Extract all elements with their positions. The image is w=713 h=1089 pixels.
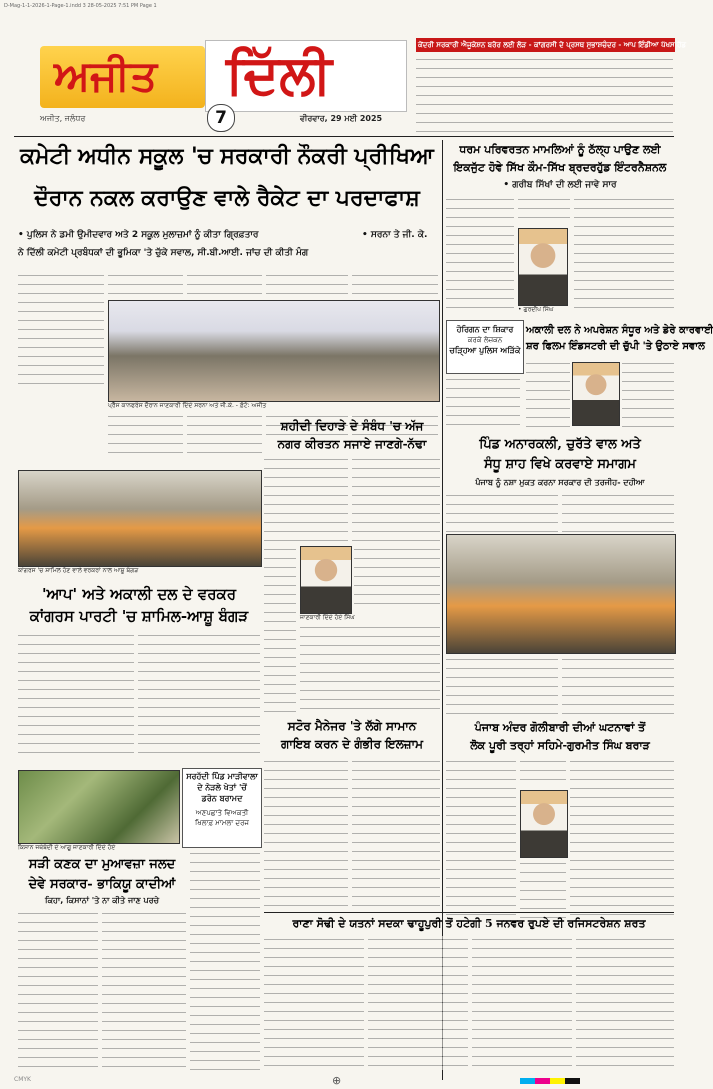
- dharam-caption: • ਗੁਰਦੀਪ ਸਿੰਘ: [518, 306, 554, 313]
- lead-headline-line1: ਕਮੇਟੀ ਅਧੀਨ ਸਕੂਲ 'ਚ ਸਰਕਾਰੀ ਨੌਕਰੀ ਪ੍ਰੀਖਿਆ: [20, 143, 434, 169]
- pind-story-col2: [562, 492, 674, 532]
- shaheedi-headline-line1: ਸ਼ਹੀਦੀ ਦਿਹਾੜੇ ਦੇ ਸੰਬੰਧ 'ਚ ਅੱਜ: [280, 419, 424, 433]
- rana-story-col4: [576, 936, 674, 1070]
- logo-right-box: [205, 40, 407, 112]
- logo-left-box: [40, 46, 205, 108]
- rana-story-col2: [368, 936, 468, 1070]
- firing-story-col2: [520, 758, 566, 788]
- kanak-subhead: ਕਿਹਾ, ਕਿਸਾਨਾਂ 'ਤੇ ਨਾ ਕੀਤੇ ਜਾਣ ਪਰਚੇ: [45, 896, 159, 905]
- haryana-title: ਹੋਰਿਗਨ ਦਾ ਸ਼ਿਕਾਰ: [456, 325, 514, 334]
- dharam-portrait: [518, 228, 568, 306]
- akali-headline-line1: ਅਕਾਲੀ ਦਲ ਨੇ ਅਪਰੇਸ਼ਨ ਸੰਧੂਰ ਅਤੇ ਡੇਰੇ ਕਾਰਵਾਈ: [526, 325, 713, 336]
- sarhadi-line5: ਖਿਲਾਫ਼ ਮਾਮਲਾ ਦਰਜ: [195, 819, 249, 827]
- lead-story-col2: [108, 272, 183, 302]
- lead-subhead-1: • ਪੁਲਿਸ ਨੇ ਡਮੀ ਉਮੀਦਵਾਰ ਅਤੇ 2 ਸਕੂਲ ਮੁਲਾਜ਼ਮਾਂ ਨੂੰ ਕੀਤਾ ਗ੍ਰਿਫ਼ਤਾਰ: [18, 230, 259, 240]
- lead-story-col2b: [108, 413, 183, 461]
- top-right-headline: ਕੇਂਦਰੀ ਸਰਕਾਰੀ ਐਜੂਕੇਸ਼ਨ ਬਰੋਰ ਲਈ ਲੋੜ - ਕਾਂਗਰਸੀ ਦੇ ਪ੍ਰਸਥ ਸੁਭਾਸ਼ਚੰਦਰ - ਆਪ ਇੰਡੀਆ ਪੱਖਸ ਹੱਡ: [416, 38, 675, 52]
- haryana-story-col: [446, 376, 520, 432]
- lead-subhead-1b: ਨੇ ਦਿੱਲੀ ਕਮੇਟੀ ਪ੍ਰਬੰਧਕਾਂ ਦੀ ਭੂਮਿਕਾ 'ਤੇ ਚੁੱਕੇ ਸਵਾਲ, ਸੀ.ਬੀ.ਆਈ. ਜਾਂਚ ਦੀ ਕੀਤੀ ਮੰਗ: [18, 248, 309, 258]
- pind-headline-line2: ਸੰਧੂ ਸ਼ਾਹ ਵਿਖੇ ਕਰਵਾਏ ਸਮਾਗਮ: [484, 457, 636, 472]
- store-headline-line1: ਸਟੋਰ ਮੈਨੇਜਰ 'ਤੇ ਲੱਗੇ ਸਾਮਾਨ: [287, 719, 417, 733]
- dharam-headline-line1: ਧਰਮ ਪਰਿਵਰਤਨ ਮਾਮਲਿਆਂ ਨੂੰ ਠੱਲ੍ਹ ਪਾਉਣ ਲਈ: [459, 143, 661, 156]
- lead-story-col3b: [187, 413, 262, 461]
- sarhadi-line1: ਸਰਹੱਦੀ ਪਿੰਡ ਮਾੜੀਵਾਲਾ: [186, 772, 258, 781]
- page-number: 7: [207, 104, 235, 132]
- registration-mark: ⊕: [332, 1074, 342, 1087]
- haryana-sub: ਕਰਕੇ ਲੇਜ਼ਕਨ: [467, 336, 503, 344]
- aap-story-col1: [18, 632, 134, 760]
- pind-story-col1: [446, 492, 558, 532]
- lead-story-col4: [266, 272, 348, 302]
- store-story-col2: [352, 758, 440, 908]
- sarhadi-story-col: [190, 850, 260, 1070]
- haryana-box: [446, 320, 524, 374]
- color-bar: [520, 1078, 580, 1084]
- kanak-story-col1: [18, 910, 98, 1070]
- lead-story-col1: [18, 272, 104, 392]
- shaheedi-story-col2: [352, 456, 440, 542]
- shaheedi-story-col1: [264, 456, 348, 542]
- lead-headline-line2: ਦੌਰਾਨ ਨਕਲ ਕਰਾਉਣ ਵਾਲੇ ਰੈਕੇਟ ਦਾ ਪਰਦਾਫਾਸ਼: [34, 185, 420, 211]
- print-slug: D-Mag-1-1-2026-1-Page-1.indd 3 28-05-2025 7:51 PM Page 1: [4, 3, 157, 9]
- rana-headline: ਰਾਣਾ ਸੋਢੀ ਦੇ ਯਤਨਾਂ ਸਦਕਾ ਢਾਹੂਪੁਰੀ ਤੋਂ ਹਟੇਗੀ 5 ਜਨਵਰ ਰੁਪਏ ਦੀ ਰਜਿਸਟਰੇਸ਼ਨ ਸ਼ਰਤ: [292, 917, 646, 930]
- haryana-tag: ਚੜ੍ਹਿਆ ਪੁਲਿਸ ਅੜਿੱਕੇ: [449, 346, 521, 355]
- akali-portrait: [572, 362, 620, 426]
- kanak-headline-line2: ਦੇਵੇ ਸਰਕਾਰ- ਭਾਕਿਯੂ ਕਾਦੀਆਂ: [28, 877, 176, 892]
- aap-photo-caption: ਕਾਂਗਰਸ 'ਚ ਸ਼ਾਮਿਲ ਹੋਣ ਵਾਲੇ ਵਰਕਰਾਂ ਨਾਲ ਆਸ਼ੂ ਬੰਗੜ: [18, 567, 139, 574]
- shaheedi-story-col4: [300, 624, 440, 716]
- pind-headline-line1: ਪਿੰਡ ਅਨਾਰਕਲੀ, ਚੁਰੱਤੇ ਵਾਲ ਅਤੇ: [479, 437, 641, 452]
- firing-story-col4: [570, 758, 674, 918]
- pind-photo: [446, 534, 676, 654]
- dharam-story-col3: [574, 196, 674, 316]
- akali-story-col1: [526, 360, 570, 432]
- logo-left: ਅਜੀਤ: [54, 51, 158, 100]
- sarhadi-line4: ਅਣਪਛਾਤੇ ਵਿਅਕਤੀ: [195, 809, 249, 817]
- rana-story-col3: [472, 936, 572, 1070]
- aap-story-col2: [138, 632, 260, 760]
- dharam-subhead: • ਗਰੀਬ ਸਿੱਖਾਂ ਦੀ ਲਈ ਜਾਵੇ ਸਾਰ: [503, 180, 617, 190]
- aap-photo: [18, 470, 262, 567]
- akali-headline-line2: ਸ਼ਰ ਫਿਲਮ ਇੰਡਸਟਰੀ ਦੀ ਚੁੱਪੀ 'ਤੇ ਉਠਾਏ ਸਵਾਲ: [526, 341, 705, 352]
- shaheedi-story-col3: [354, 546, 440, 612]
- aap-headline-line2: ਕਾਂਗਰਸ ਪਾਰਟੀ 'ਚ ਸ਼ਾਮਿਲ-ਆਸ਼ੂ ਬੰਗੜ: [29, 607, 249, 625]
- aap-headline-line1: 'ਆਪ' ਅਤੇ ਅਕਾਲੀ ਦਲ ਦੇ ਵਰਕਰ: [41, 585, 237, 603]
- divider-rana: [264, 912, 674, 913]
- shaheedi-portrait: [300, 546, 352, 614]
- dharam-headline-line2: ਇਕਜੁੱਟ ਹੋਵੇ ਸਿੱਖ ਕੌਮ-ਸਿੱਖ ਬ੍ਰਦਰਹੁੱਡ ਇੰਟਰਨੈਸ਼ਨਲ: [453, 161, 667, 174]
- firing-story-col3: [520, 860, 566, 918]
- shaheedi-story-col0: [264, 546, 296, 716]
- pind-story-col4: [562, 656, 674, 716]
- rana-story-col1: [264, 936, 364, 1070]
- top-right-story-text: [416, 56, 673, 132]
- press-conference-photo: [108, 300, 440, 402]
- kisan-photo-caption: ਕਿਸਾਨ ਜਥੇਬੰਦੀ ਦੇ ਆਗੂ ਜਾਣਕਾਰੀ ਦਿੰਦੇ ਹੋਏ: [18, 844, 116, 851]
- sarhadi-line2: ਦੇ ਨੇੜਲੇ ਖੇਤਾਂ 'ਚੋਂ: [197, 783, 247, 792]
- store-story-col1: [264, 758, 348, 908]
- lead-story-col3: [187, 272, 262, 302]
- shaheedi-headline-line2: ਨਗਰ ਕੀਰਤਨ ਸਜਾਏ ਜਾਣਗੇ-ਨੱਢਾ: [277, 437, 427, 451]
- sarhadi-box: [182, 768, 262, 848]
- akali-story-col2: [622, 360, 674, 432]
- store-headline-line2: ਗਾਇਬ ਕਰਨ ਦੇ ਗੰਭੀਰ ਇਲਜ਼ਾਮ: [281, 737, 423, 751]
- logo-right: ਦਿੱਲੀ: [226, 42, 332, 106]
- divider: [14, 136, 674, 137]
- dharam-story-col2: [518, 196, 570, 226]
- issue-date: ਵੀਰਵਾਰ, 29 ਮਈ 2025: [300, 114, 383, 123]
- firing-portrait: [520, 790, 568, 858]
- cmyk-marks: CMYK: [14, 1076, 31, 1083]
- firing-headline-line1: ਪੰਜਾਬ ਅੰਦਰ ਗੋਲੀਬਾਰੀ ਦੀਆਂ ਘਟਨਾਵਾਂ ਤੋਂ: [474, 721, 646, 734]
- lead-subhead-2: • ਸਰਨਾ ਤੇ ਜੀ. ਕੇ.: [362, 230, 428, 240]
- kanak-headline-line1: ਸੜੀ ਕਣਕ ਦਾ ਮੁਆਵਜ਼ਾ ਜਲਦ: [28, 857, 176, 872]
- kanak-story-col2: [102, 910, 186, 1070]
- press-photo-caption: ਪ੍ਰੈੱਸ ਕਾਨਫਰੰਸ ਦੌਰਾਨ ਜਾਣਕਾਰੀ ਦਿੰਦੇ ਸਰਨਾ ਅਤੇ ਜੀ.ਕੇ. - ਫ਼ੋਟੋ: ਅਜੀਤ: [108, 402, 267, 409]
- pind-subhead: ਪੰਜਾਬ ਨੂੰ ਨਸ਼ਾ ਮੁਕਤ ਕਰਨਾ ਸਰਕਾਰ ਦੀ ਤਰਜੀਹ- ਦਹੀਆ: [475, 478, 645, 487]
- city-label: ਅਜੀਤ, ਜਲੰਧਰ: [40, 114, 86, 123]
- lead-story-col5: [352, 272, 438, 302]
- dharam-story-col1: [446, 196, 514, 316]
- firing-story-col1: [446, 758, 516, 918]
- sarhadi-line3: ਡਰੋਨ ਬਰਾਮਦ: [201, 794, 243, 803]
- firing-headline-line2: ਲੋਕ ਪੂਰੀ ਤਰ੍ਹਾਂ ਸਹਿਮੇ-ਗੁਰਮੀਤ ਸਿੰਘ ਬਰਾੜ: [470, 739, 650, 752]
- pind-story-col3: [446, 656, 558, 716]
- kisan-photo: [18, 770, 180, 844]
- shaheedi-photo-caption: ਜਾਣਕਾਰੀ ਦਿੰਦੇ ਹੋਏ ਸਿੰਘ: [300, 614, 355, 621]
